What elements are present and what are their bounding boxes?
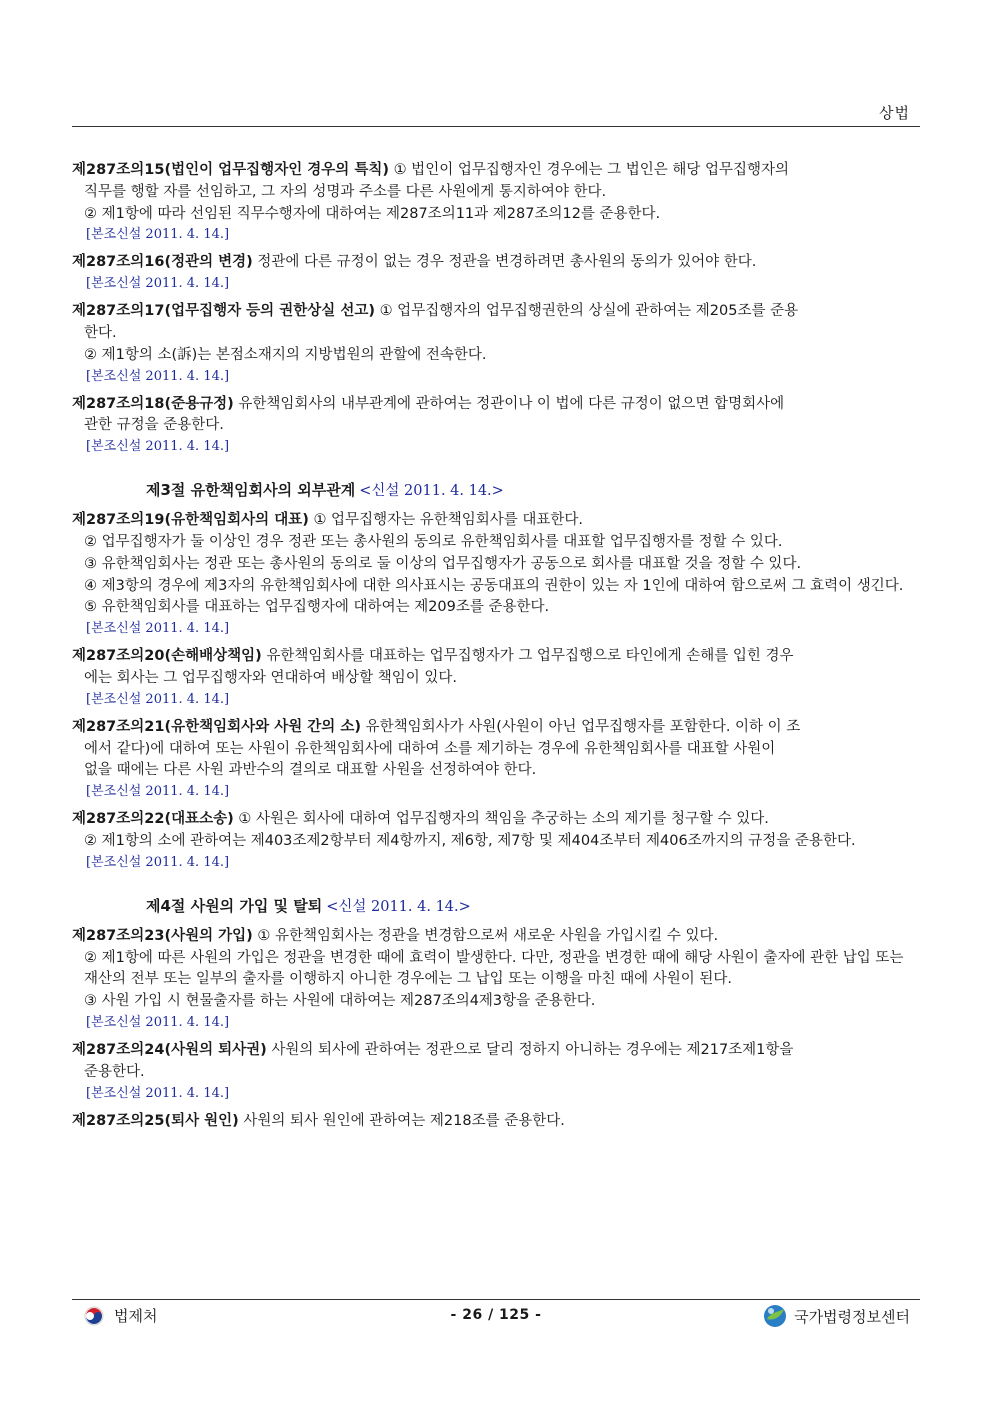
article-first-line xyxy=(72,717,920,739)
article-continuation: 준용한다. xyxy=(84,1063,145,1080)
article-first-line xyxy=(72,160,920,182)
amendment-history: [본조신설 2011. 4. 14.] xyxy=(86,691,230,707)
article-heading: 제287조의17(업무집행자 등의 권한상실 선고) xyxy=(72,303,375,320)
article-heading: 제287조의25(퇴사 원인) xyxy=(72,1112,239,1129)
page-number: - 26 / 125 - xyxy=(450,1307,542,1323)
article-first-line xyxy=(72,1040,920,1062)
article-paragraph: ② 제1항의 소(訴)는 본점소재지의 지방법원의 관할에 전속한다. xyxy=(84,346,487,363)
page-footer xyxy=(72,1303,920,1333)
article-heading: 제287조의21(유한책임회사와 사원 간의 소) xyxy=(72,718,361,735)
law-article xyxy=(72,717,920,802)
article-continuation: 직무를 행할 자를 선임하고, 그 자의 성명과 주소를 다른 사원에게 통지하여야 한다. xyxy=(84,183,607,200)
article-heading: 제287조의20(손해배상책임) xyxy=(72,648,262,665)
article-group-a xyxy=(72,160,920,457)
article-paragraph: ⑤ 유한책임회사를 대표하는 업무집행자에 대하여는 제209조를 준용한다. xyxy=(84,599,550,616)
amendment-history: [본조신설 2011. 4. 14.] xyxy=(86,276,230,292)
section-heading-4 xyxy=(146,895,920,918)
article-paragraph: ④ 제3항의 경우에 제3자의 유한책임회사에 대한 의사표시는 공동대표의 권한이 있는 자 1인에 대하여 함으로써 그 효력이 생긴다. xyxy=(84,577,904,594)
amendment-history: [본조신설 2011. 4. 14.] xyxy=(86,784,230,800)
article-first-line xyxy=(72,394,920,416)
article-heading: 제287조의23(사원의 가입) xyxy=(72,927,253,944)
article-text: ① 업무집행자는 유한책임회사를 대표한다. xyxy=(308,512,584,529)
law-article xyxy=(72,809,920,873)
footer-agency-label: 법제처 xyxy=(114,1307,158,1325)
amendment-history: [본조신설 2011. 4. 14.] xyxy=(86,368,230,384)
article-group-b xyxy=(72,510,920,873)
article-first-line xyxy=(72,926,920,948)
article-first-line xyxy=(72,510,920,532)
law-article xyxy=(72,394,920,458)
section-title: 제3절 유한책임회사의 외부관계 xyxy=(146,481,356,500)
article-first-line xyxy=(72,1111,920,1133)
law-article xyxy=(72,510,920,639)
article-paragraph: ② 제1항에 따라 선임된 직무수행자에 대하여는 제287조의11과 제287조의12를 준용한다. xyxy=(84,205,661,222)
article-continuation: 에는 회사는 그 업무집행자와 연대하여 배상할 책임이 있다. xyxy=(84,669,458,686)
article-paragraph: ② 제1항에 따른 사원의 가입은 정관을 변경한 때에 효력이 발생한다. 다만, 정관을 변경한 때에 해당 사원이 출자에 관한 납입 또는 재산의 전부 또는 일부의 출자를 이행하지 아니한 경우에는 그 납입 또는 이행을 마친 때에 사원이 된다. xyxy=(84,949,904,988)
amendment-history: [본조신설 2011. 4. 14.] xyxy=(86,439,230,455)
law-content xyxy=(72,160,920,1139)
article-continuation: 에서 같다)에 대하여 또는 사원이 유한책임회사에 대하여 소를 제기하는 경우에 유한책임회사를 대표할 사원이 xyxy=(84,740,776,757)
article-heading: 제287조의24(사원의 퇴사권) xyxy=(72,1041,267,1058)
article-heading: 제287조의18(준용규정) xyxy=(72,395,234,412)
law-article xyxy=(72,926,920,1033)
law-article xyxy=(72,160,920,245)
footer-center-label: 국가법령정보센터 xyxy=(794,1307,910,1326)
article-paragraph: ③ 유한책임회사는 정관 또는 총사원의 동의로 둘 이상의 업무집행자가 공동으로 회사를 대표할 것을 정할 수 있다. xyxy=(84,555,802,572)
law-article xyxy=(72,646,920,710)
section-note: <신설 2011. 4. 14.> xyxy=(326,898,471,915)
header-divider xyxy=(72,126,920,127)
amendment-history: [본조신설 2011. 4. 14.] xyxy=(86,854,230,870)
article-text: 유한책임회사가 사원(사원이 아닌 업무집행자를 포함한다. 이하 이 조 xyxy=(360,718,801,735)
article-first-line xyxy=(72,301,920,323)
article-text: 유한책임회사를 대표하는 업무집행자가 그 업무집행으로 타인에게 손해를 입힌 경우 xyxy=(261,648,794,665)
article-text: ① 업무집행자의 업무집행권한의 상실에 관하여는 제205조를 준용 xyxy=(374,303,799,320)
page-header-title: 상법 xyxy=(879,104,910,122)
law-article xyxy=(72,252,920,294)
article-group-c xyxy=(72,926,920,1133)
article-heading: 제287조의19(유한책임회사의 대표) xyxy=(72,512,309,529)
law-article xyxy=(72,1040,920,1104)
amendment-history: [본조신설 2011. 4. 14.] xyxy=(86,621,230,637)
article-paragraph: ③ 사원 가입 시 현물출자를 하는 사원에 대하여는 제287조의4제3항을 준용한다. xyxy=(84,993,596,1010)
article-heading: 제287조의16(정관의 변경) xyxy=(72,254,253,271)
article-paragraph: ② 업무집행자가 둘 이상인 경우 정관 또는 총사원의 동의로 유한책임회사를 대표할 업무집행자를 정할 수 있다. xyxy=(84,533,783,550)
footer-divider xyxy=(72,1299,920,1300)
section-heading-3 xyxy=(146,479,920,502)
article-continuation: 한다. xyxy=(84,324,117,341)
globe-logo-icon xyxy=(762,1303,788,1329)
article-text: ① 사원은 회사에 대하여 업무집행자의 책임을 추궁하는 소의 제기를 청구할 수 있다. xyxy=(233,811,769,828)
article-text: 사원의 퇴사 원인에 관하여는 제218조를 준용한다. xyxy=(238,1112,565,1129)
article-heading: 제287조의22(대표소송) xyxy=(72,811,234,828)
article-text: 사원의 퇴사에 관하여는 정관으로 달리 정하지 아니하는 경우에는 제217조제1항을 xyxy=(266,1041,794,1058)
article-text: 유한책임회사의 내부관계에 관하여는 정관이나 이 법에 다른 규정이 없으면 합명회사에 xyxy=(233,395,785,412)
section-note: <신설 2011. 4. 14.> xyxy=(359,483,504,500)
section-title: 제4절 사원의 가입 및 탈퇴 xyxy=(146,896,323,915)
article-heading: 제287조의15(법인이 업무집행자인 경우의 특칙) xyxy=(72,162,389,178)
amendment-history: [본조신설 2011. 4. 14.] xyxy=(86,1085,230,1101)
law-article xyxy=(72,301,920,386)
article-text: ① 법인이 업무집행자인 경우에는 그 법인은 해당 업무집행자의 xyxy=(388,162,790,178)
article-continuation: 관한 규정을 준용한다. xyxy=(84,417,224,434)
amendment-history: [본조신설 2011. 4. 14.] xyxy=(86,227,230,243)
article-first-line xyxy=(72,252,920,274)
article-continuation: 없을 때에는 다른 사원 과반수의 결의로 대표할 사원을 선정하여야 한다. xyxy=(84,762,537,779)
article-text: 정관에 다른 규정이 없는 경우 정관을 변경하려면 총사원의 동의가 있어야 한다. xyxy=(252,254,757,271)
law-article xyxy=(72,1111,920,1133)
amendment-history: [본조신설 2011. 4. 14.] xyxy=(86,1014,230,1030)
article-first-line xyxy=(72,646,920,668)
article-text: ① 유한책임회사는 정관을 변경함으로써 새로운 사원을 가입시킬 수 있다. xyxy=(252,927,719,944)
footer-right xyxy=(762,1303,910,1329)
article-first-line xyxy=(72,809,920,831)
article-paragraph: ② 제1항의 소에 관하여는 제403조제2항부터 제4항까지, 제6항, 제7항 및 제404조부터 제406조까지의 규정을 준용한다. xyxy=(84,832,856,849)
